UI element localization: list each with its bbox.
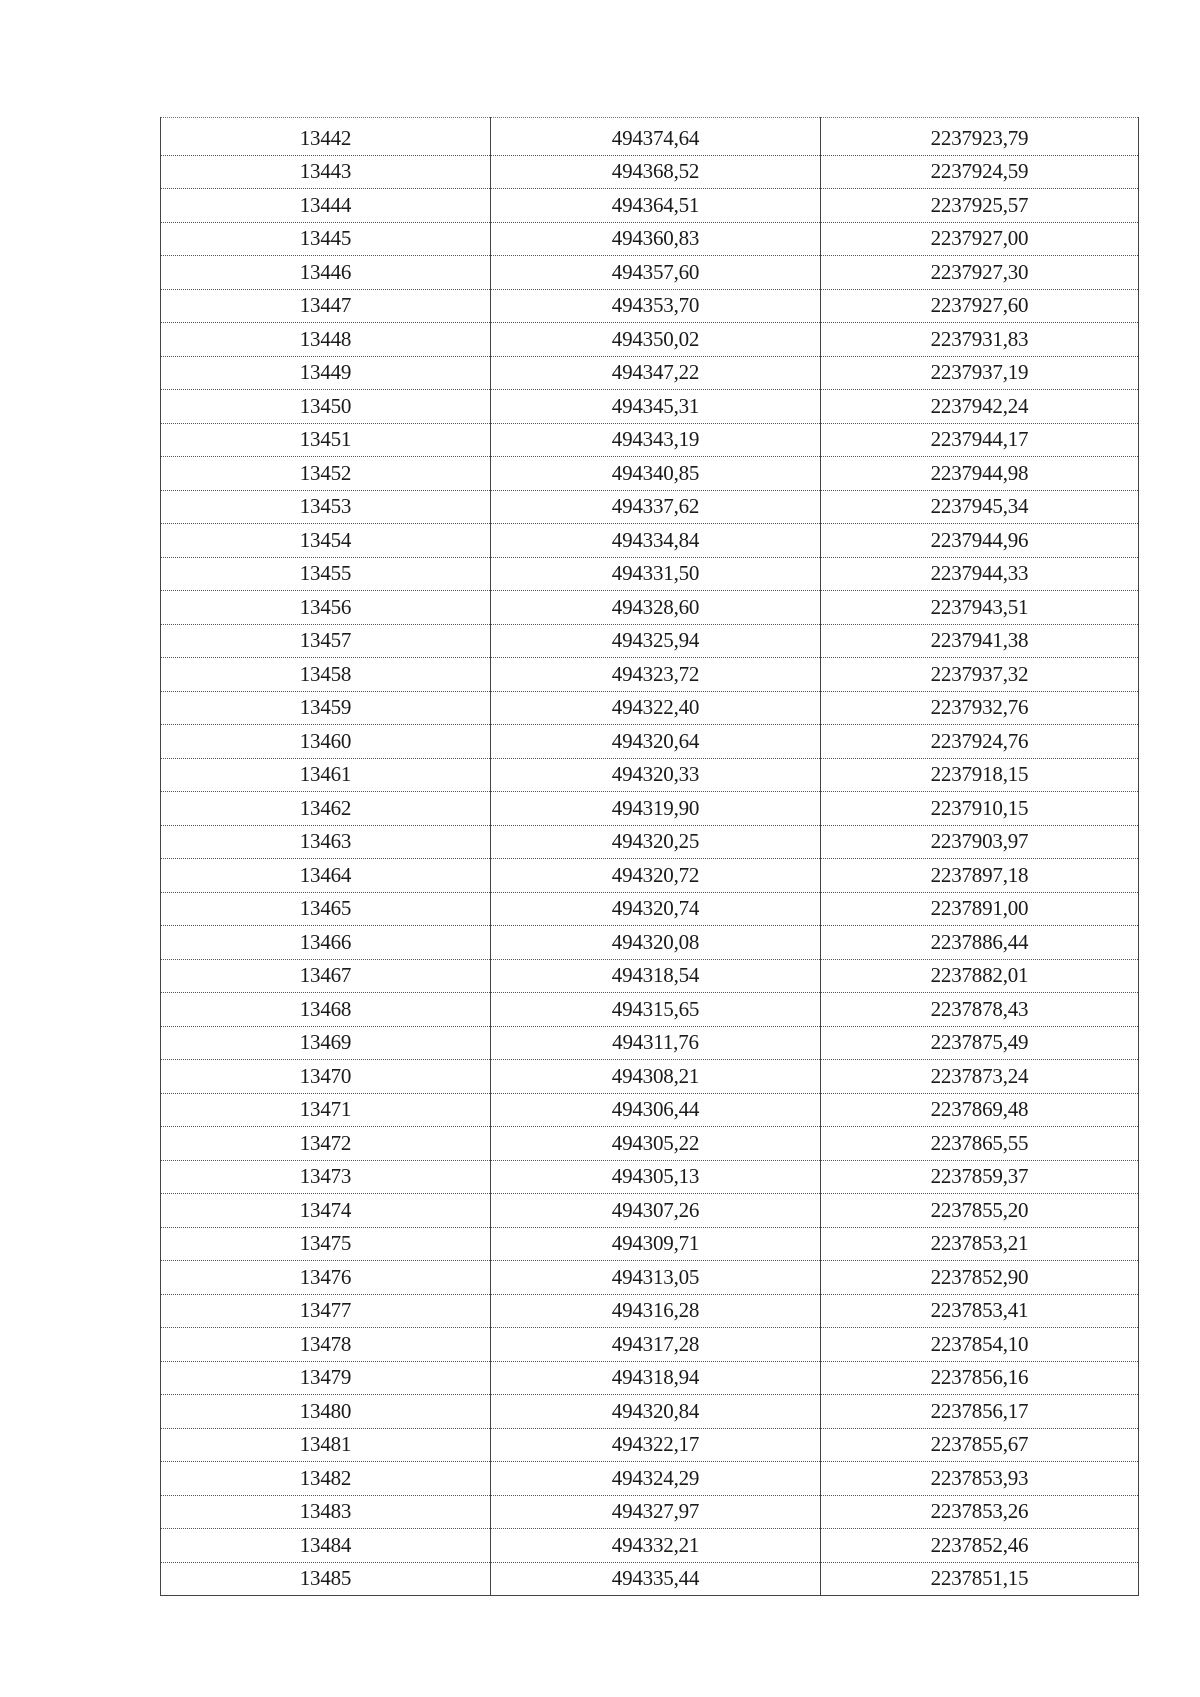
point-number-cell: 13452 (161, 457, 491, 491)
x-coordinate-cell: 494320,84 (491, 1395, 821, 1429)
point-number-cell: 13461 (161, 758, 491, 792)
point-number-cell: 13445 (161, 222, 491, 256)
x-coordinate-cell: 494337,62 (491, 490, 821, 524)
table-row (161, 423, 1139, 457)
point-number-cell: 13476 (161, 1261, 491, 1295)
y-coordinate-cell: 2237923,79 (821, 118, 1139, 156)
x-coordinate-cell: 494305,13 (491, 1160, 821, 1194)
x-coordinate-cell: 494353,70 (491, 289, 821, 323)
y-coordinate-cell: 2237897,18 (821, 859, 1139, 893)
table-row (161, 1261, 1139, 1295)
y-coordinate-cell: 2237853,41 (821, 1294, 1139, 1328)
point-number-cell: 13451 (161, 423, 491, 457)
point-number-cell: 13470 (161, 1060, 491, 1094)
table-row (161, 1060, 1139, 1094)
x-coordinate-cell: 494320,08 (491, 926, 821, 960)
table-row (161, 758, 1139, 792)
x-coordinate-cell: 494323,72 (491, 658, 821, 692)
table-row (161, 155, 1139, 189)
point-number-cell: 13465 (161, 892, 491, 926)
y-coordinate-cell: 2237924,59 (821, 155, 1139, 189)
table-row (161, 1093, 1139, 1127)
y-coordinate-cell: 2237918,15 (821, 758, 1139, 792)
x-coordinate-cell: 494322,17 (491, 1428, 821, 1462)
point-number-cell: 13448 (161, 323, 491, 357)
table-row (161, 490, 1139, 524)
x-coordinate-cell: 494327,97 (491, 1495, 821, 1529)
y-coordinate-cell: 2237854,10 (821, 1328, 1139, 1362)
table-row (161, 390, 1139, 424)
point-number-cell: 13482 (161, 1462, 491, 1496)
y-coordinate-cell: 2237853,21 (821, 1227, 1139, 1261)
point-number-cell: 13466 (161, 926, 491, 960)
point-number-cell: 13480 (161, 1395, 491, 1429)
x-coordinate-cell: 494343,19 (491, 423, 821, 457)
table-row (161, 1428, 1139, 1462)
table-row (161, 1227, 1139, 1261)
x-coordinate-cell: 494340,85 (491, 457, 821, 491)
point-number-cell: 13478 (161, 1328, 491, 1362)
y-coordinate-cell: 2237931,83 (821, 323, 1139, 357)
point-number-cell: 13447 (161, 289, 491, 323)
x-coordinate-cell: 494306,44 (491, 1093, 821, 1127)
y-coordinate-cell: 2237855,67 (821, 1428, 1139, 1462)
x-coordinate-cell: 494335,44 (491, 1562, 821, 1596)
x-coordinate-cell: 494350,02 (491, 323, 821, 357)
point-number-cell: 13481 (161, 1428, 491, 1462)
table-row (161, 591, 1139, 625)
table-row (161, 993, 1139, 1027)
x-coordinate-cell: 494318,94 (491, 1361, 821, 1395)
x-coordinate-cell: 494360,83 (491, 222, 821, 256)
x-coordinate-cell: 494319,90 (491, 792, 821, 826)
x-coordinate-cell: 494315,65 (491, 993, 821, 1027)
point-number-cell: 13467 (161, 959, 491, 993)
table-row (161, 959, 1139, 993)
x-coordinate-cell: 494320,64 (491, 725, 821, 759)
point-number-cell: 13485 (161, 1562, 491, 1596)
x-coordinate-cell: 494324,29 (491, 1462, 821, 1496)
point-number-cell: 13453 (161, 490, 491, 524)
y-coordinate-cell: 2237886,44 (821, 926, 1139, 960)
y-coordinate-cell: 2237852,46 (821, 1529, 1139, 1563)
table-row (161, 1194, 1139, 1228)
table-row (161, 323, 1139, 357)
table-row (161, 1026, 1139, 1060)
y-coordinate-cell: 2237853,93 (821, 1462, 1139, 1496)
y-coordinate-cell: 2237855,20 (821, 1194, 1139, 1228)
y-coordinate-cell: 2237875,49 (821, 1026, 1139, 1060)
y-coordinate-cell: 2237945,34 (821, 490, 1139, 524)
x-coordinate-cell: 494311,76 (491, 1026, 821, 1060)
point-number-cell: 13456 (161, 591, 491, 625)
y-coordinate-cell: 2237925,57 (821, 189, 1139, 223)
x-coordinate-cell: 494317,28 (491, 1328, 821, 1362)
point-number-cell: 13446 (161, 256, 491, 290)
y-coordinate-cell: 2237927,30 (821, 256, 1139, 290)
x-coordinate-cell: 494328,60 (491, 591, 821, 625)
x-coordinate-cell: 494347,22 (491, 356, 821, 390)
table-row (161, 524, 1139, 558)
table-row (161, 256, 1139, 290)
point-number-cell: 13473 (161, 1160, 491, 1194)
y-coordinate-cell: 2237856,17 (821, 1395, 1139, 1429)
y-coordinate-cell: 2237927,00 (821, 222, 1139, 256)
x-coordinate-cell: 494308,21 (491, 1060, 821, 1094)
x-coordinate-cell: 494320,74 (491, 892, 821, 926)
table-row (161, 222, 1139, 256)
point-number-cell: 13454 (161, 524, 491, 558)
y-coordinate-cell: 2237910,15 (821, 792, 1139, 826)
x-coordinate-cell: 494364,51 (491, 189, 821, 223)
point-number-cell: 13468 (161, 993, 491, 1027)
point-number-cell: 13460 (161, 725, 491, 759)
table-row (161, 1462, 1139, 1496)
coordinates-table (160, 117, 1139, 1596)
table-row (161, 457, 1139, 491)
y-coordinate-cell: 2237944,96 (821, 524, 1139, 558)
point-number-cell: 13475 (161, 1227, 491, 1261)
table-row (161, 825, 1139, 859)
point-number-cell: 13471 (161, 1093, 491, 1127)
x-coordinate-cell: 494345,31 (491, 390, 821, 424)
y-coordinate-cell: 2237944,98 (821, 457, 1139, 491)
x-coordinate-cell: 494368,52 (491, 155, 821, 189)
y-coordinate-cell: 2237856,16 (821, 1361, 1139, 1395)
table-row (161, 792, 1139, 826)
x-coordinate-cell: 494309,71 (491, 1227, 821, 1261)
x-coordinate-cell: 494334,84 (491, 524, 821, 558)
table-row (161, 189, 1139, 223)
y-coordinate-cell: 2237878,43 (821, 993, 1139, 1027)
point-number-cell: 13477 (161, 1294, 491, 1328)
point-number-cell: 13469 (161, 1026, 491, 1060)
table-row (161, 658, 1139, 692)
table-row (161, 1127, 1139, 1161)
y-coordinate-cell: 2237937,32 (821, 658, 1139, 692)
x-coordinate-cell: 494316,28 (491, 1294, 821, 1328)
table-row (161, 118, 1139, 156)
y-coordinate-cell: 2237851,15 (821, 1562, 1139, 1596)
y-coordinate-cell: 2237942,24 (821, 390, 1139, 424)
x-coordinate-cell: 494307,26 (491, 1194, 821, 1228)
point-number-cell: 13474 (161, 1194, 491, 1228)
point-number-cell: 13459 (161, 691, 491, 725)
y-coordinate-cell: 2237944,17 (821, 423, 1139, 457)
y-coordinate-cell: 2237865,55 (821, 1127, 1139, 1161)
table-row (161, 859, 1139, 893)
table-row (161, 1328, 1139, 1362)
y-coordinate-cell: 2237869,48 (821, 1093, 1139, 1127)
table-row (161, 1395, 1139, 1429)
point-number-cell: 13444 (161, 189, 491, 223)
point-number-cell: 13472 (161, 1127, 491, 1161)
y-coordinate-cell: 2237852,90 (821, 1261, 1139, 1295)
x-coordinate-cell: 494322,40 (491, 691, 821, 725)
y-coordinate-cell: 2237924,76 (821, 725, 1139, 759)
point-number-cell: 13463 (161, 825, 491, 859)
point-number-cell: 13455 (161, 557, 491, 591)
table-row (161, 356, 1139, 390)
y-coordinate-cell: 2237944,33 (821, 557, 1139, 591)
point-number-cell: 13458 (161, 658, 491, 692)
x-coordinate-cell: 494332,21 (491, 1529, 821, 1563)
y-coordinate-cell: 2237859,37 (821, 1160, 1139, 1194)
x-coordinate-cell: 494320,72 (491, 859, 821, 893)
x-coordinate-cell: 494325,94 (491, 624, 821, 658)
y-coordinate-cell: 2237937,19 (821, 356, 1139, 390)
point-number-cell: 13450 (161, 390, 491, 424)
point-number-cell: 13443 (161, 155, 491, 189)
y-coordinate-cell: 2237882,01 (821, 959, 1139, 993)
y-coordinate-cell: 2237932,76 (821, 691, 1139, 725)
table-row (161, 289, 1139, 323)
point-number-cell: 13479 (161, 1361, 491, 1395)
y-coordinate-cell: 2237853,26 (821, 1495, 1139, 1529)
x-coordinate-cell: 494320,25 (491, 825, 821, 859)
x-coordinate-cell: 494320,33 (491, 758, 821, 792)
x-coordinate-cell: 494357,60 (491, 256, 821, 290)
y-coordinate-cell: 2237903,97 (821, 825, 1139, 859)
y-coordinate-cell: 2237943,51 (821, 591, 1139, 625)
x-coordinate-cell: 494305,22 (491, 1127, 821, 1161)
point-number-cell: 13457 (161, 624, 491, 658)
point-number-cell: 13464 (161, 859, 491, 893)
point-number-cell: 13442 (161, 118, 491, 156)
point-number-cell: 13449 (161, 356, 491, 390)
y-coordinate-cell: 2237873,24 (821, 1060, 1139, 1094)
table-row (161, 926, 1139, 960)
table-row (161, 1529, 1139, 1563)
y-coordinate-cell: 2237941,38 (821, 624, 1139, 658)
table-row (161, 1294, 1139, 1328)
y-coordinate-cell: 2237891,00 (821, 892, 1139, 926)
table-row (161, 691, 1139, 725)
table-row (161, 1562, 1139, 1596)
table-row (161, 892, 1139, 926)
x-coordinate-cell: 494331,50 (491, 557, 821, 591)
coordinates-table-body (161, 118, 1139, 1596)
point-number-cell: 13483 (161, 1495, 491, 1529)
point-number-cell: 13462 (161, 792, 491, 826)
table-row (161, 1160, 1139, 1194)
x-coordinate-cell: 494318,54 (491, 959, 821, 993)
table-row (161, 557, 1139, 591)
table-row (161, 1495, 1139, 1529)
point-number-cell: 13484 (161, 1529, 491, 1563)
y-coordinate-cell: 2237927,60 (821, 289, 1139, 323)
x-coordinate-cell: 494313,05 (491, 1261, 821, 1295)
table-row (161, 725, 1139, 759)
table-row (161, 1361, 1139, 1395)
x-coordinate-cell: 494374,64 (491, 118, 821, 156)
table-row (161, 624, 1139, 658)
